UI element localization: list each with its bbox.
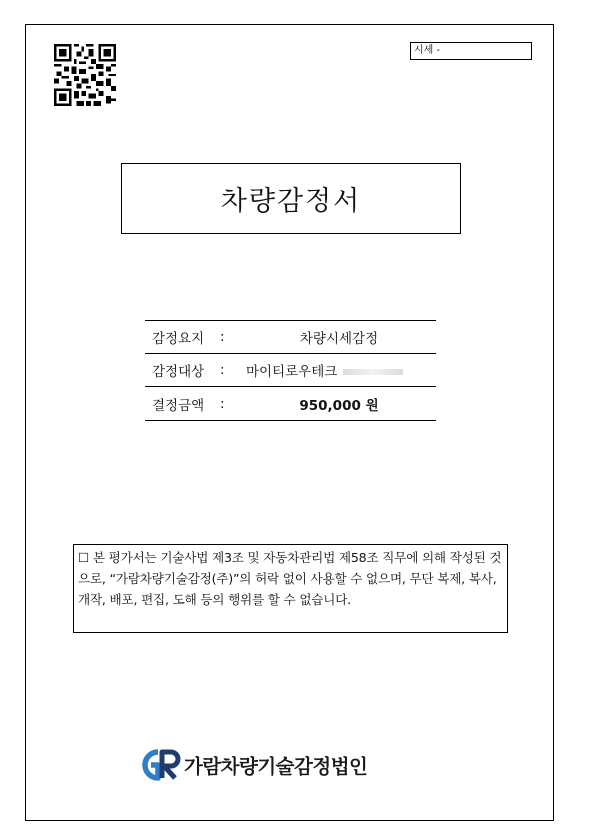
row-colon: : [220,395,225,412]
row-label: 결정금액 [152,397,205,414]
redacted-mark [343,369,403,375]
summary-row-amount [145,386,436,421]
market-price-box: 시세 - [410,42,532,60]
document-title: 차량감정서 [121,163,461,234]
summary-row-purpose [145,320,436,353]
row-value: 950,000 원 [299,397,379,414]
copyright-notice: ☐ 본 평가서는 기술사법 제3조 및 자동차관리법 제58조 직무에 의해 작성된 것으로, “가람차량기술감정(주)”의 허락 없이 사용할 수 없으며, 무단 복제, 복사, 개작, 배포, 편집, 도해 등의 행위를 할 수 없습니다. [73,544,508,633]
gr-logo-icon [138,746,182,784]
summary-row-subject [145,353,436,386]
row-label: 감정요지 [152,331,205,347]
row-label: 감정대상 [152,364,205,380]
row-value: 차량시세감정 [299,331,379,347]
qr-code-icon [54,44,116,106]
appraisal-summary-table [145,320,436,421]
row-value-wrap [242,360,436,380]
company-name: 가람차량기술감정법인 [184,755,368,778]
document-page-border [25,24,554,821]
row-colon: : [220,329,225,345]
row-value: 마이티로우테크 [246,364,338,380]
row-colon: : [220,362,225,378]
company-logo [138,746,367,784]
